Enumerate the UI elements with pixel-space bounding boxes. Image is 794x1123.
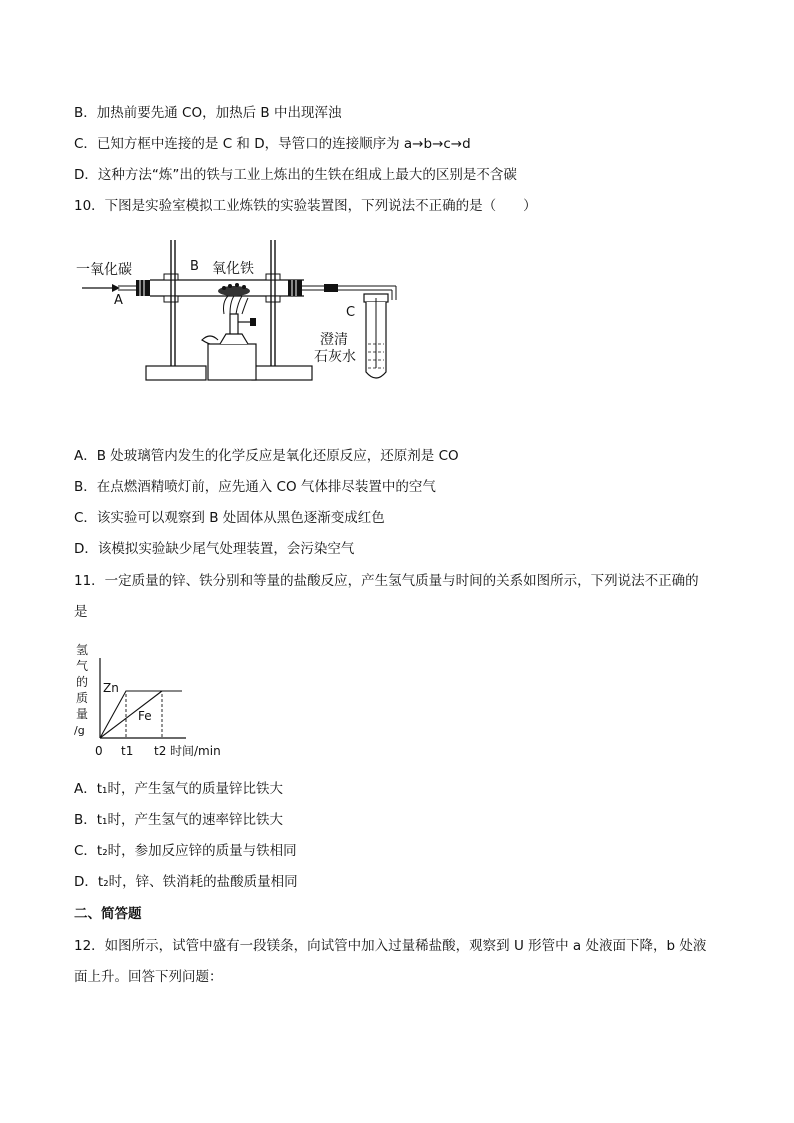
series-label-zn: Zn: [103, 681, 119, 695]
limewater-label-1: 澄清: [320, 332, 348, 348]
tick-label-t2: t2: [154, 744, 167, 758]
iron-oxide-sample: [218, 283, 250, 296]
ylabel-char: 量: [76, 707, 89, 721]
q11-stem-line-1: 11．一定质量的锌、铁分别和等量的盐酸反应，产生氢气质量与时间的关系如图所示，下列说法不正确的: [74, 573, 699, 589]
q10-stem: 10．下图是实验室模拟工业炼铁的实验装置图，下列说法不正确的是（ ）: [74, 198, 537, 214]
ylabel-char: 的: [76, 675, 89, 689]
a-label: A: [114, 293, 123, 308]
limewater-test-tube: [364, 294, 388, 378]
x-axis-label: 时间/min: [170, 744, 221, 758]
tick-label-t1: t1: [121, 744, 134, 758]
ylabel-char: 质: [76, 691, 89, 705]
blast-furnace-apparatus-figure: [74, 236, 414, 386]
tick-label-0: 0: [95, 744, 103, 758]
q11-stem-line-2: 是: [74, 604, 88, 620]
left-stopper: [136, 280, 150, 296]
co-label: 一氧化碳: [76, 262, 132, 278]
b-label: B: [190, 259, 199, 274]
limewater-label-2: 石灰水: [314, 349, 356, 365]
series-fe-line: [100, 691, 162, 738]
q10-option-b: B．在点燃酒精喷灯前，应先通入 CO 气体排尽装置中的空气: [74, 479, 436, 495]
c-label: C: [346, 305, 356, 320]
section-title: 二、简答题: [74, 906, 142, 922]
q11-option-b: B．t₁时，产生氢气的速率锌比铁大: [74, 812, 283, 828]
q11-option-d: D．t₂时，锌、铁消耗的盐酸质量相同: [74, 874, 298, 890]
flame-icon: [224, 296, 249, 314]
right-clamp: [266, 274, 280, 302]
hydrogen-mass-chart: [70, 636, 240, 764]
ylabel-unit: /g: [74, 724, 85, 737]
series-label-fe: Fe: [138, 709, 152, 723]
right-iron-stand: [252, 240, 312, 380]
q10-option-a: A．B 处玻璃管内发生的化学反应是氧化还原反应，还原剂是 CO: [74, 448, 459, 464]
q10-option-c: C．该实验可以观察到 B 处固体从黑色逐渐变成红色: [74, 510, 385, 526]
alcohol-blast-burner: [202, 314, 256, 380]
q12-stem-line-1: 12．如图所示，试管中盛有一段镁条，向试管中加入过量稀盐酸，观察到 U 形管中 a 处液面下降，b 处液: [74, 938, 707, 954]
q12-stem-line-2: 面上升。回答下列问题：: [74, 969, 223, 985]
iron-oxide-label: 氧化铁: [212, 261, 254, 277]
right-stopper: [288, 280, 302, 296]
ylabel-char: 气: [76, 659, 89, 673]
q11-option-c: C．t₂时，参加反应锌的质量与铁相同: [74, 843, 297, 859]
ylabel-char: 氢: [76, 643, 89, 657]
q9-option-d: D．这种方法“炼”出的铁与工业上炼出的生铁在组成上最大的区别是不含碳: [74, 167, 517, 183]
q10-option-d: D．该模拟实验缺少尾气处理装置，会污染空气: [74, 541, 355, 557]
q9-option-c: C．已知方框中连接的是 C 和 D，导管口的连接顺序为 a→b→c→d: [74, 136, 471, 152]
q9-option-b: B．加热前要先通 CO，加热后 B 中出现浑浊: [74, 105, 342, 121]
inlet-arrow: [82, 284, 138, 292]
q11-option-a: A．t₁时，产生氢气的质量锌比铁大: [74, 781, 283, 797]
